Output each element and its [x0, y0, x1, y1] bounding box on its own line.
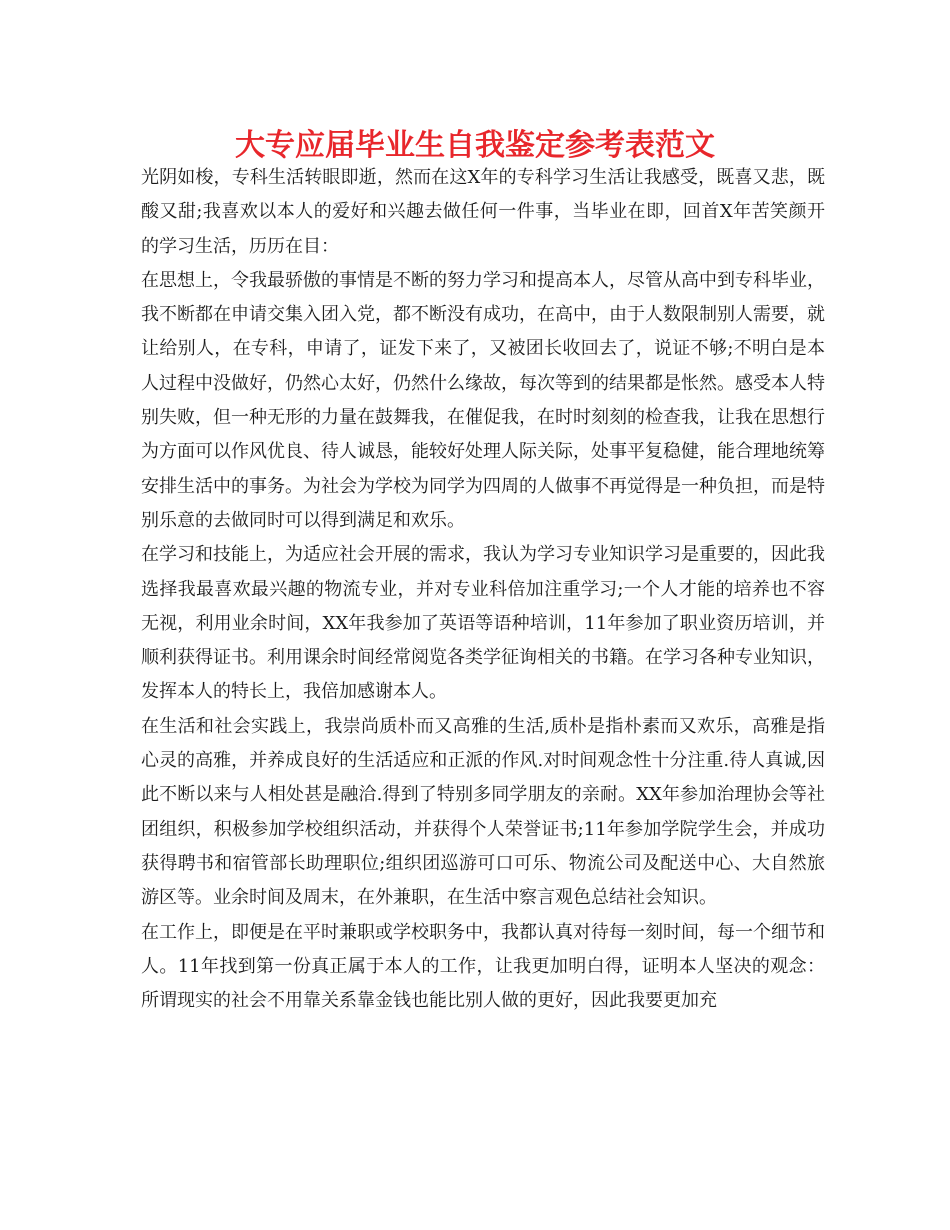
paragraph-intro: 光阴如梭，专科生活转眼即逝，然而在这X年的专科学习生活让我感受，既喜又悲，既酸又甜;我喜欢以本人的爱好和兴趣去做任何一件事，当毕业在即，回首X年苦笑颜开的学习生活，历历在目： [141, 167, 825, 257]
paragraph-life: 在生活和社会实践上，我崇尚质朴而又高雅的生活,质朴是指朴素而又欢乐，高雅是指心灵的高雅，并养成良好的生活适应和正派的作风.对时间观念性十分注重.待人真诚,因此不断以来与人相处甚是融洽.得到了特别多同学朋友的亲耐。XX年参加治理协会等社团组织，积极参加学校组织活动，并获得个人荣誉证书;11年参加学院学生会，并成功获得聘书和宿管部长助理职位;组织团巡游可口可乐、物流公司及配送中心、大自然旅游区等。业余时间及周末，在外兼职，在生活中察言观色总结社会知识。 [141, 715, 825, 909]
paragraph-thought: 在思想上，令我最骄傲的事情是不断的努力学习和提高本人，尽管从高中到专科毕业，我不断都在申请交集入团入党，都不断没有成功，在高中，由于人数限制别人需要，就让给别人，在专科，申请了，证发下来了，又被团长收回去了，说证不够;不明白是本人过程中没做好，仍然心太好，仍然什么缘故，每次等到的结果都是怅然。感受本人特别失败，但一种无形的力量在鼓舞我，在催促我，在时时刻刻的检查我，让我在思想行为方面可以作风优良、待人诚恳，能较好处理人际关际，处事平复稳健，能合理地统筹安排生活中的事务。为社会为学校为同学为四周的人做事不再觉得是一种负担，而是特别乐意的去做同时可以得到满足和欢乐。 [141, 269, 825, 531]
paragraph-work: 在工作上，即便是在平时兼职或学校职务中，我都认真对待每一刻时间，每一个细节和人。11年找到第一份真正属于本人的工作，让我更加明白得，证明本人坚决的观念：所谓现实的社会不用靠关系靠金钱也能比别人做的更好，因此我要更加充 [141, 921, 825, 1012]
document-title: 大专应届毕业生自我鉴定参考表范文 [235, 128, 715, 163]
document-body [141, 161, 825, 1018]
paragraph-study: 在学习和技能上，为适应社会开展的需求，我认为学习专业知识学习是重要的，因此我选择我最喜欢最兴趣的物流专业，并对专业科倍加注重学习;一个人才能的培养也不容无视，利用业余时间，XX年我参加了英语等语种培训，11年参加了职业资历培训，并顺利获得证书。利用课余时间经常阅览各类学征询相关的书籍。在学习各种专业知识，发挥本人的特长上，我倍加感谢本人。 [141, 544, 825, 703]
